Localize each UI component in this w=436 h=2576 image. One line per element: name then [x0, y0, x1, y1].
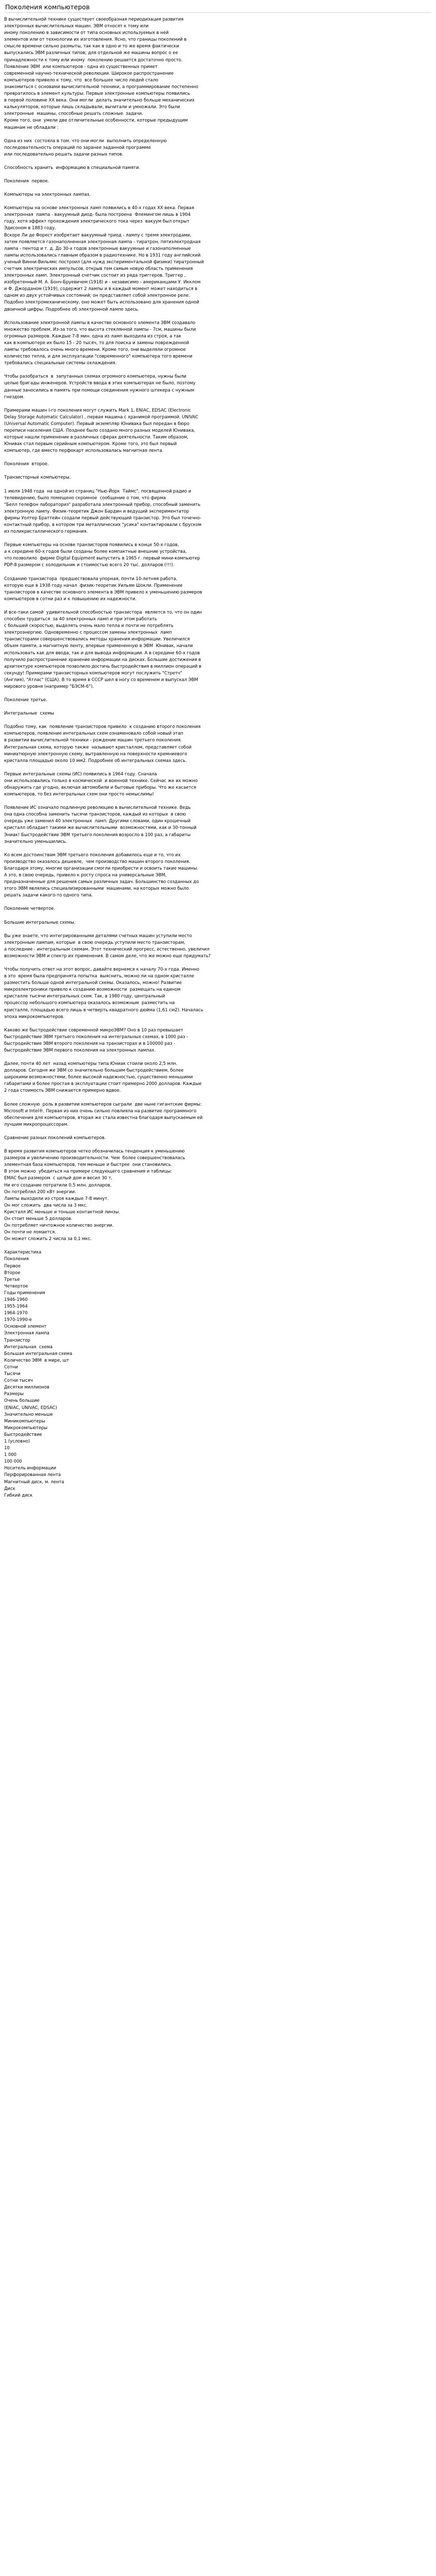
paragraph-gap [4, 131, 432, 138]
text-line: секунду! Примерами транзисторных компьютеров могут послужить "Стретч" [4, 670, 182, 675]
text-line: миниатюрную электронную схему, вытравленную на поверхности кремниевого [4, 751, 187, 756]
text-line: 1 000 [4, 1452, 16, 1458]
paragraph-gap [4, 158, 432, 164]
text-line: компьютеров, то без интегральных схем они просто немыслимы! [4, 791, 154, 797]
text-line: Значительно меньше [4, 1411, 53, 1417]
text-line: Одна из них состояла в том, что они могли выполнить определенную [4, 138, 167, 143]
text-line: превратилось в элемент культуры. Первые электронные компьютеры появились [4, 91, 190, 96]
text-line: 10 [4, 1445, 10, 1451]
text-line: переписи населения США. Позднее было создано много разных моделей Юнивака, [4, 427, 196, 433]
text-line: электронная лампа - вакуумный диод- была построена Флемингом лишь в 1904 [4, 212, 191, 217]
text-line: 1964-1970 [4, 1310, 28, 1316]
text-line: обеспечения для компьютеров, вторая же стала известна благодаря выпускаемым ей [4, 1114, 203, 1120]
text-line: электронным лампам, которые в свою очередь уступили место транзисторам, [4, 939, 185, 945]
paragraph-gap [4, 366, 432, 373]
text-line: Чтобы разобраться в запутанных схемах огромного компьютера, нужны были [4, 374, 186, 379]
text-line: в это время была предпринята попытка выяснить, можно ли на одном кристалле [4, 973, 195, 979]
text-line: Диск [4, 1485, 15, 1491]
text-line: Он почти не ломается. [4, 1229, 56, 1235]
text-line: обнаружить где угодно, включая автомобили и бытовые приборы. Что же касается [4, 785, 196, 790]
text-line: в первой половине XX века. Они могли делать значительно больше механических [4, 97, 195, 103]
text-line: процессор небольшого компьютера оказалось возможным разместить на [4, 1000, 175, 1006]
paragraph-gap [4, 569, 432, 575]
text-line: Примерами машин I-го поколения могут служить Mark 1, ENIAC, EDSAC (Electronic [4, 407, 191, 413]
text-line: последовательность операций по заранее заданной программе [4, 144, 151, 150]
text-line: Магнитный диск, м. лента [4, 1479, 64, 1484]
article-body [4, 16, 432, 1499]
text-line: смысле времени сильно размыты, так как в одно и то же время фактически [4, 43, 179, 49]
text-line: одном из двух устойчивых состояний; он представляет собой электронное реле. [4, 293, 190, 298]
text-line: Интегральная схема [4, 1344, 53, 1349]
text-line: Интегральная схема, которую также называют кристаллом, представляет собой [4, 744, 192, 750]
text-line: Поколения первое. [4, 178, 49, 183]
text-line: Третье [4, 1276, 20, 1282]
text-line: Вы уже знаете, что интегрированными деталями счетных машин уступили место [4, 933, 192, 938]
text-line: Появление ЭВМ или компьютеров - одна из существенных примет [4, 63, 158, 69]
text-line: Миникомпьютеры [4, 1418, 45, 1423]
text-line: Каково же быстродействие современной микроЭВМ? Оно в 10 раз превышает [4, 1027, 183, 1032]
paragraph-gap [4, 959, 432, 966]
text-line: В время развития компьютеров четко обозначилась тенденция к уменьшению [4, 1148, 185, 1154]
text-line: Первое [4, 1263, 21, 1268]
paragraph-gap [4, 1020, 432, 1027]
paragraph-gap [4, 1128, 432, 1134]
text-line: Перфорированная лента [4, 1472, 61, 1478]
text-line: в развитии вычислительной техники - рождение машин третьего поколения. [4, 737, 182, 743]
paragraph-gap [4, 899, 432, 905]
text-line: которую еще в 1938 году начал физик-теоретик Уильям Шокли. Применение [4, 582, 183, 588]
text-line: Благодаря этому, многие организации смогли приобрести и освоить такие машины. [4, 865, 199, 871]
text-line: кристалле тысячи интегральных схем. Так, в 1980 году, центральный [4, 993, 165, 999]
text-line: решать задачи какого-то одного типа. [4, 892, 93, 898]
text-line: лампы требовалось очень много времени. Кроме того, они выделяли огромное [4, 347, 186, 352]
text-line: Электронная лампа [4, 1330, 49, 1336]
text-line: из поликристаллического германия. [4, 529, 88, 534]
text-line: изобретенный М. А. Бонч-Бруевичем (1918) и - независимо - американцами У. Икклом [4, 279, 201, 285]
text-line: (ENIAC, UNIVAC, EDSAC) [4, 1404, 57, 1410]
text-line: Юнивак стал первым серийным компьютером. Кроме того, этo был первый [4, 441, 177, 447]
paragraph-gap [4, 602, 432, 609]
text-line: калькуляторов, которые лишь складывали, вычитали и умножали. Это были [4, 104, 180, 110]
text-line: Большие интегральные схемы. [4, 919, 76, 925]
paragraph-gap [4, 1094, 432, 1101]
text-line: Поколение четвертое. [4, 906, 56, 911]
text-line: Характеристика [4, 1249, 42, 1255]
paragraph-gap [4, 171, 432, 178]
text-line: очередь уже заменил 40 электронных ламп. Другими словами, один крошечный [4, 818, 191, 824]
text-line: 2 года стоимость ЭВМ снижается примерно вдвое. [4, 1088, 121, 1093]
text-line: Интегральные схемы [4, 710, 55, 716]
text-line: Быстродействие [4, 1431, 42, 1437]
text-line: Первые интегральные схемы (ИС) появились в 1964 году. Сначала [4, 771, 157, 776]
text-line: долларов. Сегодня же ЭВМ со значительно большим быстродействием, более [4, 1067, 184, 1073]
text-line: Сотни [4, 1364, 18, 1369]
paragraph-gap [4, 703, 432, 710]
text-line: (Англия), "Атлас" (США). В то время в СССР шел в ногу со временем и выпускал ЭВМ [4, 676, 198, 682]
text-line: Microsoft и Intel®. Первая из них очень сильно повлияла на развитие программного [4, 1108, 197, 1113]
text-line: Эниак! Быстродействие ЭВМ третьего поколения возросло в 100 раз, а габариты [4, 832, 191, 837]
text-line: Более сложную роль в развитии компьютеров сыграли две ныне гигантские фирмы: [4, 1101, 202, 1107]
text-line: 1 (условно) [4, 1438, 30, 1444]
text-line: лампа - пентод и т. д. До 30-х годов электронные вакуумные и газонаполненные [4, 245, 191, 251]
text-line: году, хотя эффект прохождения электрического тока через вакуум был открыт [4, 218, 189, 224]
text-line: электронных ламп. Электронный счетчик состоит из ряда триггеров. Триггер , [4, 273, 186, 278]
text-line: компьютеров привело к тому, что все большее число людей стало [4, 77, 159, 82]
text-line: размеров и увеличению производительности. Чем более совершенствовалась [4, 1155, 185, 1161]
text-line: Он потребляет ничтожное количество энергии. [4, 1223, 114, 1228]
text-line: Вскоре Ли де Форест изобретает вакуумный триод - лампу с тремя электродами, [4, 232, 191, 238]
paragraph-gap [4, 313, 432, 319]
text-line: Очень большие [4, 1398, 40, 1403]
text-line: способен трудиться за 40 электронных ламп и при этом работать [4, 616, 157, 622]
text-line: современной научно-технической революции. Широкое распространение [4, 70, 174, 76]
text-line: мирового уровня (например "БЭСМ-6"). [4, 683, 94, 689]
text-line: кристалл обладает такими же вычислительными возможностями, как и 30-тонный [4, 825, 197, 831]
paragraph-gap [4, 926, 432, 933]
text-line: двоичной цифры. Подробнее об электронной лампе здесь. [4, 306, 139, 312]
text-line: Далее, почти 40 лет назад компьютеры типа Юниак стоили около 2,5 млн. [4, 1061, 178, 1066]
text-line: Основной элемент [4, 1324, 47, 1329]
text-line: Ни его создание потратили 0,5 млн. долларов. [4, 1182, 112, 1188]
text-line: 1946-1960 [4, 1297, 28, 1302]
text-line: знакомиться с основами вычислительной техники, а программирование постепенно [4, 83, 199, 89]
text-line: Он потреблял 200 кВт энергии. [4, 1189, 76, 1194]
text-line: Микрокомпьютеры [4, 1425, 48, 1430]
text-line: объем памяти, а магнитную ленту, впервые примененную в ЭВМ Юнивак, начали [4, 643, 193, 649]
text-line: Большая интегральная схема [4, 1350, 73, 1356]
paragraph-gap [4, 454, 432, 461]
text-line: лучшим микропроцессорам. [4, 1121, 69, 1127]
text-line: микроэлектроники привело к созданию возможности размещать на едином [4, 987, 181, 992]
text-line: электронных вычислительных машин. ЭВМ относят к тому или [4, 23, 149, 29]
paragraph-gap [4, 798, 432, 804]
text-line: предназначенные для решения самых различных задач. Большинство созданных до [4, 879, 199, 885]
text-line: электронную лампу. Физик-теоретик Джон Бардин и ведущий экспериментатор [4, 508, 189, 514]
text-line: транзисторов в качестве основного элемента в ЭВМ привело к уменьшению размеров [4, 589, 202, 595]
paragraph-gap [4, 1242, 432, 1249]
text-line: А это, в свою очередь, привело к росту спроса на универсальные ЭВМ, [4, 872, 167, 878]
text-line: 100 000 [4, 1459, 22, 1464]
text-line: транзисторами совершенствовались методы хранения информации. Увеличился [4, 636, 190, 642]
text-line: Он может сложить 2 числа за 0,1 мкс. [4, 1236, 92, 1242]
text-line: Поколения второе. [4, 461, 49, 467]
text-line: Транзисторные компьютеры. [4, 474, 71, 480]
text-line: Размеры [4, 1391, 24, 1397]
text-line: что позволило фирме Digital Equipment выпустить в 1965 г. первый мини-компьютер [4, 555, 200, 561]
text-line: разместить больше одной интегральной схемы. Оказалось, можно! Развитие [4, 980, 182, 986]
text-line: Использование электронной лампы в качестве основного элемента ЭВМ создавало [4, 319, 196, 325]
text-line: Созданию транзистора предшествовала упорная, почти 10-летняя работа, [4, 575, 178, 581]
text-line: Он стоит меньше 5 долларов. [4, 1215, 73, 1221]
text-line: а последние - интегральным схемам. Этот технический прогресс, естественно, увеличил [4, 946, 210, 952]
text-line: этого ЭВМ являлись специализированными машинами, на которых можно было [4, 886, 189, 891]
text-line: и Ф. Джорданом (1919), содержит 2 лампы и в каждый момент может находиться в [4, 286, 198, 292]
text-line: Транзистор [4, 1337, 30, 1343]
paragraph-gap [4, 535, 432, 541]
text-line: счетчик электрических импульсов, открыв тем самым новую область применения [4, 266, 193, 271]
page-title: Поколения компьютеров [5, 3, 431, 13]
paragraph-gap [4, 764, 432, 771]
text-line: Годы применения [4, 1290, 45, 1295]
text-line: Чтобы получить ответ на этот вопрос, давайте вернемся к началу 70-х года. Именно [4, 966, 199, 972]
text-line: затем появляется газонаполненная электронная лампа - тиратрон, пятиэлектродная [4, 239, 201, 244]
text-line: лампы использовались главным образом в радиотехнике. Но в 1931 году английский [4, 252, 201, 258]
paragraph-gap [4, 717, 432, 723]
text-line: 1 июля 1948 года на одной из страниц "Нью-Йорк Таймс", посвященной радио и [4, 488, 191, 494]
text-line: ЕМАС был размером с целый дом и весил 30 т, [4, 1175, 113, 1181]
paragraph-gap [4, 184, 432, 191]
paragraph-gap [4, 690, 432, 697]
text-line: целые бригады инженеров. Устройств ввода в этих компьютерах не было, поэтому [4, 380, 196, 386]
text-line: электроэнергию. Одновременно с процессом замены электронных ламп [4, 630, 172, 635]
text-line: Эдисоном в 1883 году. [4, 225, 56, 231]
text-line: электронные машины, способные решать сложные задачи. [4, 111, 143, 116]
text-line: Поколение третье. [4, 697, 47, 703]
text-line: быстродействие ЭВМ первого поколения на электронных лампах. [4, 1047, 156, 1053]
text-line: а к середине 60-х годов были созданы более компактные внешние устройства, [4, 549, 187, 554]
text-line: Первые компьютеры на основе транзисторов появились в конце 50-х годов, [4, 542, 179, 548]
text-line: значительно уменьшились. [4, 838, 67, 844]
text-line: Второе [4, 1269, 21, 1275]
text-line: компьютеров в сотни раз и к повышению их надежности. [4, 596, 137, 601]
text-line: телевидению, было помещено скромное сообщение о том, что фирма [4, 495, 166, 500]
text-line: Компьютеры на электронных лампах. [4, 192, 91, 197]
text-line: которые нашли применение в различных сферах деятельности. Таким образом, [4, 434, 188, 440]
text-line: компьютер, где вместо перфокарт использовалась магнитная лента. [4, 448, 164, 453]
text-line: Он мог сложить два числа за 3 мкс. [4, 1202, 88, 1208]
text-line: как в компьютере их было 15 - 20 тысяч, то для поиска и замены поврежденной [4, 340, 189, 345]
paragraph-gap [4, 198, 432, 205]
text-line: кристалле, площадью всего лишь в четверть квадратного дюйма (1,61 см2). Началась [4, 1007, 203, 1012]
text-line: Поколения [4, 1256, 29, 1262]
text-line: она одна способна заменить тысячи транзисторов, каждый из которых в свою [4, 811, 186, 817]
text-line: "Белл телефон лабораториз" разработала электронный прибор, способный заменить [4, 501, 201, 507]
paragraph-gap [4, 912, 432, 919]
text-line: Количество ЭВМ в мире, шт [4, 1357, 69, 1363]
text-line: Тысячи [4, 1371, 21, 1377]
text-line: элементная база компьютеров, тем меньше и быстрее они становились. [4, 1162, 172, 1167]
text-line: огромных размеров. Каждые 7-8 мин. одна из ламп выходила из строя, а так [4, 333, 182, 338]
text-line: Сравнение разных поколений компьютеров. [4, 1134, 106, 1140]
text-line: 1970-1990-е [4, 1317, 32, 1323]
text-line: И все-таки самой удивительной способностью транзистора является то, что он один [4, 609, 202, 615]
text-line: кристалла площадью около 10 мм2. Подробнее об интегральных схемах здесь. [4, 757, 187, 763]
text-line: получило распространение хранение информации на дисках. Большие достижения в [4, 656, 201, 662]
text-line: PDP-8 размером с холодильник и стоимостью всего 20 тыс. долларов (!!!). [4, 562, 175, 568]
text-line: 1955-1964 [4, 1303, 28, 1309]
text-line: эпоха микрокомпьютеров. [4, 1013, 65, 1019]
text-line: Способность хранить информацию в специальной памяти. [4, 164, 141, 170]
text-line: Компьютеры на основе электронных ламп появились в 40-х годах XX века. Первая [4, 205, 195, 211]
text-line: они использовались только в космической и военной технике. Сейчас же их можно [4, 777, 198, 783]
text-line: машинам не обладали : [4, 124, 59, 130]
text-line: Лампы выходили из строя каждые 7-8 минут. [4, 1195, 109, 1201]
text-line: Гибкий диск [4, 1492, 33, 1498]
text-line: Десятки миллионов [4, 1384, 49, 1390]
text-line: В вычислительной технике существует своеобразная периодизация развития [4, 16, 184, 22]
text-line: требовались специальные системы охлаждения. [4, 360, 117, 366]
text-line: В этом можно убедиться на примере следующего сравнения и таблицы: [4, 1168, 172, 1174]
text-line: возможности ЭВМ и спектр их применения. В самом деле, что же можно еще придумать? [4, 953, 211, 958]
text-line: множество проблем. Из-за того, что высота стеклянной лампы - 7см, машины были [4, 326, 196, 332]
text-line: Ко всем достоинствам ЭВМ третьего поколения добавилось еще и то, что их [4, 852, 181, 857]
paragraph-gap [4, 845, 432, 852]
text-line: использовать как для ввода, так и для вывода информации. А в середине 60-х годов [4, 650, 200, 655]
text-line: архитектуре компьютеров позволило достичь быстродействия в миллион операций в [4, 663, 202, 669]
text-line: с большей скоростью, выделять очень мало тепла и почти не потреблять [4, 623, 173, 629]
text-line: быстродействие ЭВМ третьего поколения на интегральных схемах, в 1000 раз - [4, 1033, 188, 1039]
text-line: фирмы Уолтер Браттейн создали первый действующий транзистор. Это был точечно- [4, 515, 202, 520]
text-line: Появление ИС означало подлинную революцию в вычислительной технике. Ведь [4, 805, 191, 810]
text-line: элементов или от технологии их изготовления. Ясно, что границы поколений в [4, 37, 187, 42]
paragraph-gap [4, 481, 432, 488]
text-line: Сотни тысяч [4, 1378, 33, 1383]
text-line: Носитель информации [4, 1465, 57, 1471]
text-line: иному поколению в зависимости от типа основных используемых в ней [4, 30, 169, 36]
text-line: компьютеров, появление интегральных схем ознаменовало собой новый этап [4, 731, 183, 736]
text-line: Кристалл ИС меньше и тоньше контактной линзы. [4, 1209, 120, 1214]
text-line: выпускались ЭВМ различных типов; для отдельной же машины вопрос о ее [4, 50, 178, 56]
text-line: (Universal Automatic Computer). Первый экземпляр Юнивака был передан в бюро [4, 420, 189, 426]
text-line: контактный прибор, в котором три металлических "усика" контактировали с бруском [4, 522, 202, 527]
text-line: производство оказалось дешевле, чем производство машин второго поколения. [4, 858, 190, 864]
paragraph-gap [4, 1141, 432, 1148]
paragraph-gap [4, 400, 432, 407]
text-line: быстродействие ЭВМ второго поколения на транзисторах и в 100000 раз - [4, 1040, 176, 1046]
text-line: Подобно тому, как появление транзисторов привело к созданию второго поколения [4, 724, 201, 730]
text-line: Delay Storage Automatic Calculator) , первая машина с хранимой программой. UNIVAC [4, 414, 198, 419]
text-line: Кроме того, они умели две отличительные особенности, которые предыдущим [4, 117, 188, 123]
text-line: гнездом. [4, 394, 25, 399]
text-line: количество тепла, и для эксплуатации "современного" компьютера того времени [4, 353, 193, 359]
text-line: ученый Винни-Вильямс построил (для нужд экспериментальной физики) тиратронный [4, 259, 204, 264]
text-line: Подобно электромеханическому, оно может быть использовано для хранения одной [4, 299, 199, 305]
paragraph-gap [4, 1054, 432, 1060]
text-line: Четвертое [4, 1283, 28, 1289]
text-line: габаритами и более простая в эксплуатации стоит примерно 2000 долларов. Каждые [4, 1081, 202, 1087]
text-line: принадлежности к тому или иному поколению решается достаточно просто. [4, 57, 183, 62]
text-line: данные заносились в память при помощи соединения нужного штекера с нужным [4, 387, 195, 393]
paragraph-gap [4, 467, 432, 474]
text-line: или последовательно решать задачи разных типов. [4, 151, 124, 157]
text-line: широкими возможностями, более высокой надежностью, существенно меньшими [4, 1074, 193, 1080]
